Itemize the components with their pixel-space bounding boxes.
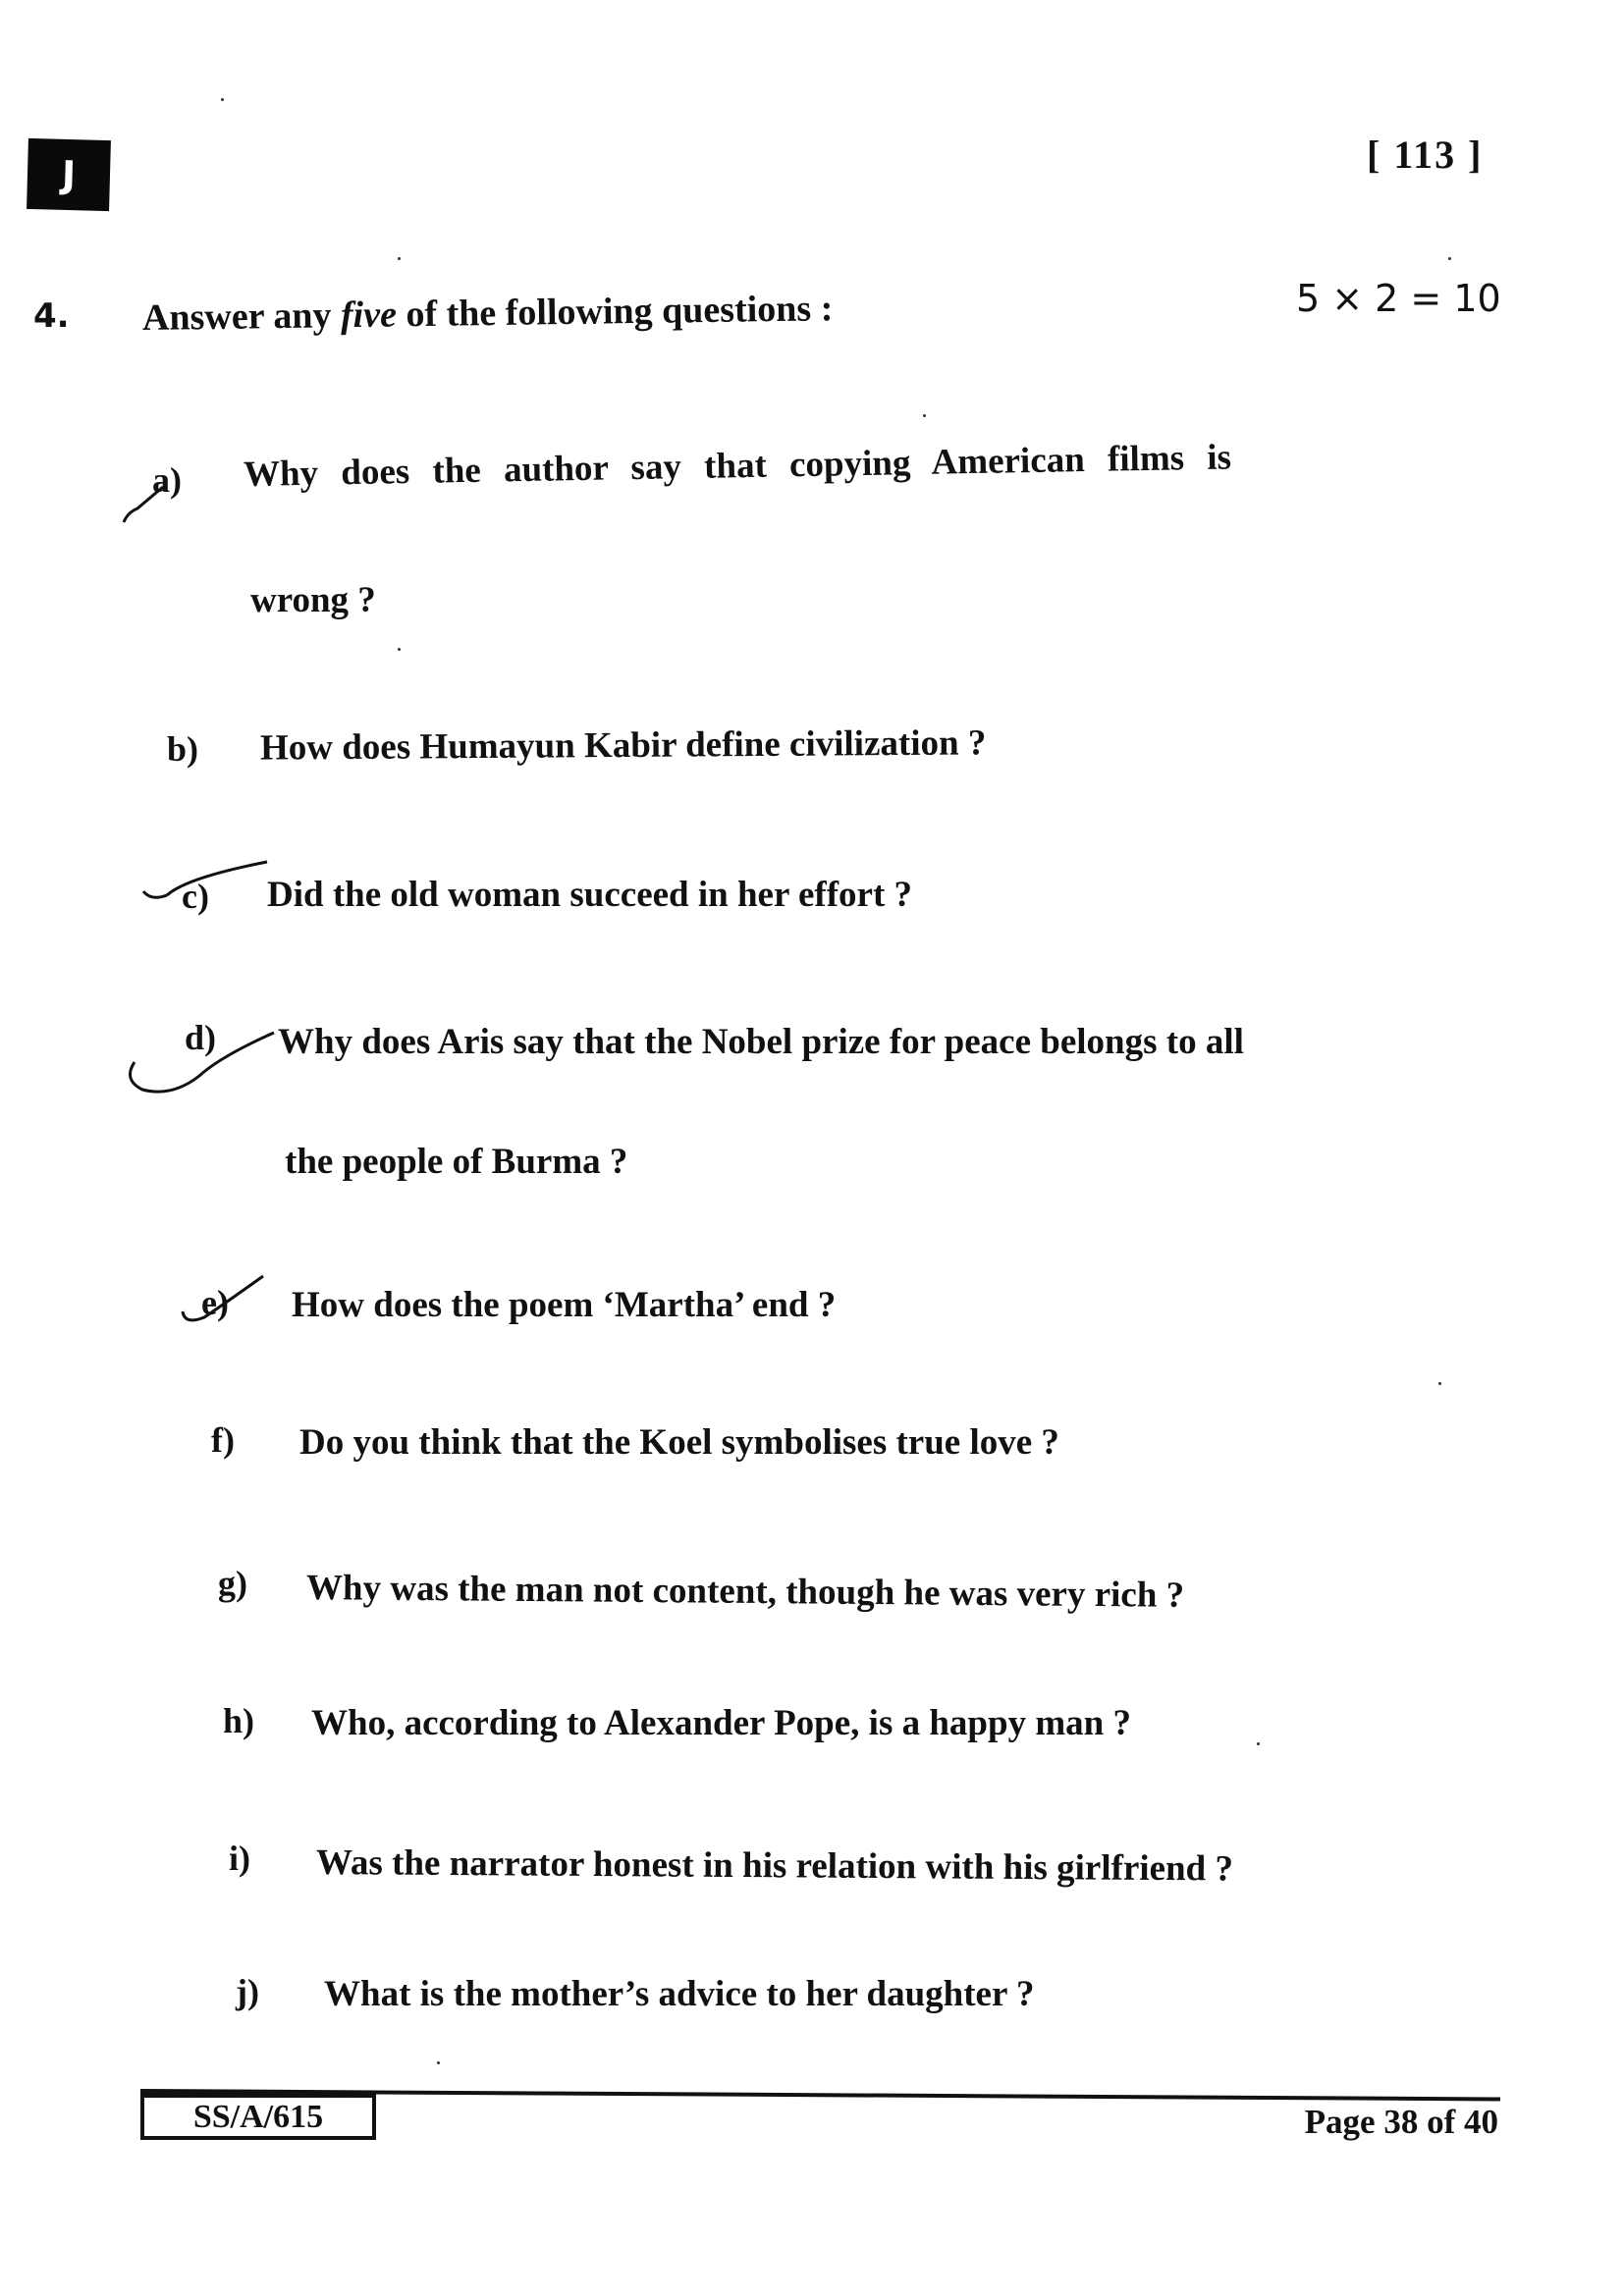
page-indicator: Page 38 of 40 xyxy=(1304,2103,1498,2141)
question-number: 4. xyxy=(33,296,70,336)
question-text-line: Did the old woman succeed in her effort ? xyxy=(267,875,913,915)
question-text-line: Why does Aris say that the Nobel prize for peace belongs to all xyxy=(278,1022,1244,1062)
question-label: b) xyxy=(167,729,199,769)
checkmark-icon xyxy=(175,1272,283,1331)
scan-speck xyxy=(1257,1742,1260,1745)
question-text-line: the people of Burma ? xyxy=(285,1142,628,1182)
set-code-badge xyxy=(27,138,111,211)
scan-speck xyxy=(221,98,224,101)
scan-speck xyxy=(1448,257,1451,260)
question-label: d) xyxy=(185,1018,217,1057)
paper-code: SS/A/615 xyxy=(192,2098,324,2135)
question-text-line: Who, according to Alexander Pope, is a happy man ? xyxy=(311,1703,1131,1743)
question-text-line: Why was the man not content, though he was very rich ? xyxy=(305,1568,1185,1616)
question-text-line: Do you think that the Koel symbolises true love ? xyxy=(299,1422,1059,1463)
scan-speck xyxy=(398,648,401,651)
section-instruction xyxy=(142,287,834,340)
question-text-line: How does Humayun Kabir define civilization ? xyxy=(259,722,987,769)
question-label: e) xyxy=(201,1283,229,1322)
question-label: f) xyxy=(211,1420,235,1460)
question-text-line: wrong ? xyxy=(250,580,376,620)
question-label: c) xyxy=(182,877,209,916)
question-label: j) xyxy=(236,1972,259,2011)
scan-speck xyxy=(398,257,401,260)
question-text-line: What is the mother’s advice to her daughter ? xyxy=(324,1974,1035,2014)
checkmark-icon xyxy=(137,856,275,915)
instruction-suffix: of the following questions : xyxy=(396,288,834,336)
page-marker: [ 113 ] xyxy=(1367,133,1484,177)
question-text-line: Why does the author say that copying American films is xyxy=(243,437,1232,495)
question-label: a) xyxy=(152,460,182,500)
question-text-line: Was the narrator honest in his relation with his girlfriend ? xyxy=(315,1842,1234,1890)
checkmark-icon xyxy=(123,1023,280,1101)
scan-speck xyxy=(923,414,926,417)
instruction-emphasis: five xyxy=(340,294,398,337)
checkmark-icon xyxy=(116,479,175,528)
question-label: i) xyxy=(229,1839,250,1878)
paper-code-box xyxy=(140,2091,376,2140)
scan-speck xyxy=(437,2061,440,2064)
instruction-prefix: Answer any xyxy=(141,294,342,339)
question-label: g) xyxy=(218,1564,247,1603)
marks-allocation: 5 × 2 = 10 xyxy=(1296,277,1501,320)
set-code: J xyxy=(61,152,77,197)
question-label: h) xyxy=(223,1701,255,1740)
question-text-line: How does the poem ‘Martha’ end ? xyxy=(292,1285,837,1325)
scan-speck xyxy=(1438,1382,1441,1385)
